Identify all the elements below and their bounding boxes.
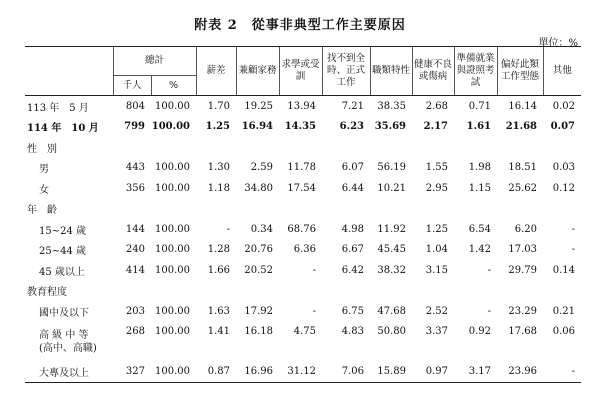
table-cell: 18.51 — [508, 162, 538, 174]
table-cell: 0.34 — [250, 223, 274, 235]
row-label: 大專及以上 — [25, 362, 113, 383]
table-cell: 414 — [125, 264, 145, 276]
header-c6: 健康不良或傷病 — [412, 47, 454, 96]
table-cell: 0.71 — [468, 100, 492, 112]
table-cell: - — [571, 244, 576, 256]
table-cell: 29.79 — [508, 264, 538, 276]
table-cell: 1.63 — [207, 305, 231, 317]
table-cell — [412, 137, 454, 158]
table-cell: 0.07 — [550, 121, 576, 133]
table-cell — [151, 137, 196, 158]
table-cell: 2.17 — [423, 121, 449, 133]
table-cell: 1.18 — [207, 182, 231, 194]
table-cell: 240 — [125, 244, 145, 256]
header-c9: 其他 — [543, 47, 581, 96]
table-cell: 50.80 — [377, 325, 407, 337]
table-cell: 0.97 — [412, 362, 454, 383]
table-cell: 1.66 — [207, 264, 231, 276]
table-cell — [151, 281, 196, 302]
header-blank — [25, 47, 113, 96]
table-cell: 25.62 — [508, 182, 538, 194]
table-cell: 1.25 — [205, 121, 231, 133]
table-cell: 0.03 — [552, 162, 576, 174]
table-cell: 6.20 — [514, 223, 538, 235]
table-cell — [412, 199, 454, 220]
table-cell: 10.21 — [377, 182, 407, 194]
table-cell — [370, 137, 412, 158]
table-cell: 1.42 — [468, 244, 492, 256]
row-label: 114 年 10 月 — [27, 123, 99, 135]
table-cell: 2.59 — [250, 162, 274, 174]
table-cell: 100.00 — [155, 305, 191, 317]
table-cell: 6.44 — [341, 182, 365, 194]
table-cell: 100.00 — [155, 100, 191, 112]
table-cell: 0.14 — [552, 264, 576, 276]
table-row — [25, 281, 581, 302]
table-cell: 13.94 — [287, 100, 317, 112]
table-cell: 16.96 — [236, 362, 279, 383]
table-cell: 4.75 — [293, 325, 317, 337]
table-cell: 16.94 — [241, 121, 274, 133]
table-cell: 6.07 — [341, 162, 365, 174]
table-cell: 6.54 — [468, 223, 492, 235]
table-cell: 1.98 — [468, 162, 492, 174]
row-label: 教育程度 — [27, 287, 67, 299]
table-cell: 56.19 — [377, 162, 407, 174]
row-label-line2: (高中、高職) — [39, 342, 97, 354]
table-cell — [497, 281, 543, 302]
table-row — [25, 240, 581, 261]
table-row — [25, 301, 581, 322]
table-cell: 2.52 — [425, 305, 449, 317]
table-row — [25, 96, 581, 117]
table-cell: 100.00 — [151, 362, 196, 383]
table-cell: 100.00 — [151, 121, 191, 133]
table-cell — [454, 199, 497, 220]
table-cell: 327 — [113, 362, 151, 383]
table-cell: 34.80 — [244, 182, 274, 194]
table-cell: 0.06 — [552, 325, 576, 337]
table-cell: 144 — [125, 223, 145, 235]
table-cell — [236, 199, 279, 220]
table-cell: 11.78 — [287, 162, 317, 174]
table-cell — [113, 137, 151, 158]
table-cell — [454, 281, 497, 302]
table-cell: 203 — [125, 305, 145, 317]
table-cell: 268 — [125, 325, 145, 337]
table-cell: 45.45 — [377, 244, 407, 256]
table-cell: 2.68 — [425, 100, 449, 112]
table-cell: 443 — [125, 162, 145, 174]
table-cell: 15.89 — [370, 362, 412, 383]
table-cell — [236, 137, 279, 158]
row-label: 45 歲以上 — [39, 266, 85, 278]
table-cell — [497, 137, 543, 158]
table-cell — [196, 199, 236, 220]
table-cell: 1.41 — [207, 325, 231, 337]
table-cell: 38.32 — [377, 264, 407, 276]
table-row — [25, 137, 581, 158]
table-cell: 0.87 — [196, 362, 236, 383]
table-cell: - — [226, 223, 231, 235]
table-cell — [279, 137, 322, 158]
table-cell: 20.52 — [244, 264, 274, 276]
header-percent: % — [151, 76, 196, 96]
table-cell: 100.00 — [155, 325, 191, 337]
table-cell — [236, 281, 279, 302]
table-cell: 31.12 — [279, 362, 322, 383]
table-cell: 6.67 — [341, 244, 365, 256]
table-cell: 17.54 — [287, 182, 317, 194]
header-c5: 職類特性 — [370, 47, 412, 96]
table-cell: 3.17 — [454, 362, 497, 383]
table-cell: 14.35 — [284, 121, 317, 133]
header-c8: 偏好此類工作型態 — [497, 47, 543, 96]
table-cell: 1.70 — [207, 100, 231, 112]
header-c4: 找不到全時、正式工作 — [322, 47, 370, 96]
table-row — [25, 322, 581, 362]
table-cell: 6.75 — [341, 305, 365, 317]
table-cell: 2.95 — [425, 182, 449, 194]
table-cell — [543, 199, 581, 220]
table-cell: 17.68 — [508, 325, 538, 337]
table-cell: 3.37 — [425, 325, 449, 337]
table-cell: 1.25 — [425, 223, 449, 235]
row-label: 113 年 5 月 — [27, 102, 89, 114]
header-total: 總計 — [113, 47, 196, 76]
table-cell: 100.00 — [155, 264, 191, 276]
table-cell: 0.92 — [468, 325, 492, 337]
table-cell: 17.92 — [244, 305, 274, 317]
table-cell — [497, 199, 543, 220]
row-label: 國中及以下 — [39, 307, 89, 319]
table-cell: 100.00 — [155, 162, 191, 174]
row-label: 15~24 歲 — [39, 225, 87, 237]
header-c3: 求學或受訓 — [279, 47, 322, 96]
row-label: 25~44 歲 — [39, 246, 87, 258]
table-cell: 17.03 — [508, 244, 538, 256]
table-cell: 38.35 — [377, 100, 407, 112]
table-cell: 100.00 — [155, 182, 191, 194]
table-cell: 20.76 — [244, 244, 274, 256]
table-cell — [370, 281, 412, 302]
table-row — [25, 199, 581, 220]
table-cell: 1.28 — [207, 244, 231, 256]
table-cell: 7.06 — [322, 362, 370, 383]
table-cell — [322, 199, 370, 220]
table-cell: 4.83 — [341, 325, 365, 337]
table-cell: 356 — [125, 182, 145, 194]
table-cell: - — [312, 305, 317, 317]
table-cell: - — [487, 305, 492, 317]
table-row — [25, 260, 581, 281]
table-cell — [113, 281, 151, 302]
data-table — [25, 46, 581, 383]
row-label: 年 齡 — [27, 205, 57, 217]
table-cell: 1.55 — [425, 162, 449, 174]
table-cell — [322, 281, 370, 302]
table-cell: 19.25 — [244, 100, 274, 112]
table-cell: 21.68 — [505, 121, 538, 133]
table-cell: 0.21 — [552, 305, 576, 317]
table-cell: 1.15 — [468, 182, 492, 194]
table-cell: - — [543, 362, 581, 383]
table-cell: 0.12 — [552, 182, 576, 194]
table-row — [25, 117, 581, 138]
header-c7: 準備就業與證照考試 — [454, 47, 497, 96]
table-body — [25, 96, 581, 383]
table-cell — [113, 199, 151, 220]
table-cell — [322, 137, 370, 158]
header-c1: 薪差 — [196, 47, 236, 96]
table-cell: 68.76 — [287, 223, 317, 235]
table-cell: 1.61 — [466, 121, 492, 133]
table-cell: - — [487, 264, 492, 276]
table-cell: 11.92 — [377, 223, 407, 235]
unit-label: 單位：% — [538, 38, 578, 49]
table-cell: 16.14 — [508, 100, 538, 112]
table-cell: 1.30 — [207, 162, 231, 174]
table-row — [25, 362, 581, 383]
table-title: 附表 2 從事非典型工作主要原因 — [194, 18, 406, 33]
table-cell: 16.18 — [244, 325, 274, 337]
table-cell: 100.00 — [155, 244, 191, 256]
table-cell — [151, 199, 196, 220]
table-cell: 6.36 — [293, 244, 317, 256]
table-cell — [454, 137, 497, 158]
table-cell: 23.29 — [508, 305, 538, 317]
table-cell: 35.69 — [374, 121, 407, 133]
table-cell: 6.42 — [341, 264, 365, 276]
table-cell — [196, 137, 236, 158]
table-cell: 47.68 — [377, 305, 407, 317]
table-cell: 799 — [124, 121, 145, 133]
table-cell — [279, 281, 322, 302]
table-cell: - — [312, 264, 317, 276]
table-row — [25, 158, 581, 179]
table-cell: 1.04 — [425, 244, 449, 256]
table-cell — [543, 137, 581, 158]
table-cell: - — [571, 223, 576, 235]
table-cell — [412, 281, 454, 302]
table-cell — [279, 199, 322, 220]
header-thousand: 千人 — [113, 76, 151, 96]
table-cell: 6.23 — [339, 121, 365, 133]
row-label: 女 — [39, 184, 49, 196]
table-cell: 100.00 — [155, 223, 191, 235]
table-cell: 0.02 — [552, 100, 576, 112]
table-cell — [196, 281, 236, 302]
table-cell — [543, 281, 581, 302]
row-label: 男 — [39, 164, 49, 176]
table-row — [25, 178, 581, 199]
table-cell: 3.15 — [425, 264, 449, 276]
table-cell: 23.96 — [497, 362, 543, 383]
row-label: 性 別 — [27, 143, 57, 155]
table-cell — [370, 199, 412, 220]
table-row — [25, 219, 581, 240]
table-cell: 7.21 — [341, 100, 365, 112]
table-cell: 4.98 — [341, 223, 365, 235]
row-label — [25, 322, 113, 362]
header-c2: 兼顧家務 — [236, 47, 279, 96]
row-label-line1: 高 級 中 等 — [39, 329, 89, 341]
table-cell: 804 — [125, 100, 145, 112]
